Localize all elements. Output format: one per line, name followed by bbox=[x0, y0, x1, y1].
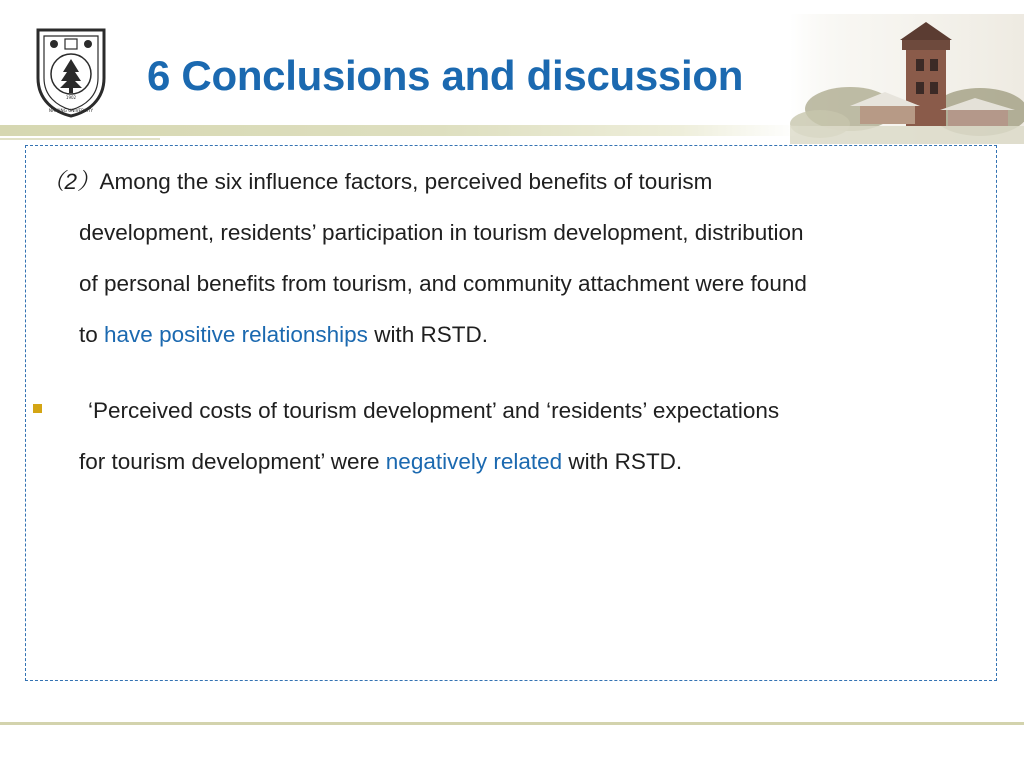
paragraph-2-text-2b: with RSTD. bbox=[562, 449, 683, 474]
paragraph-1-text-4b: with RSTD. bbox=[367, 322, 488, 347]
paragraph-1-text-4a: to bbox=[79, 322, 105, 347]
logo-year: 1902 bbox=[65, 95, 77, 100]
paragraph-2-line-1: ‘Perceived costs of tourism development’ and ‘residents’ expectations bbox=[88, 398, 780, 423]
paragraph-number: （2） bbox=[42, 169, 100, 194]
slide-title: 6 Conclusions and discussion bbox=[147, 52, 744, 99]
university-seal-icon bbox=[34, 26, 108, 118]
footer-line bbox=[0, 722, 1024, 725]
square-bullet-icon bbox=[33, 404, 42, 413]
paragraph-1-line-3: of personal benefits from tourism, and community attachment were found bbox=[79, 271, 807, 296]
paragraph-1-line-1 bbox=[42, 156, 807, 207]
paragraph-1-text-1: Among the six influence factors, perceived benefits of tourism bbox=[99, 169, 713, 194]
campus-tower-photo bbox=[790, 14, 1024, 144]
highlight-positive-relationships: have positive relationships bbox=[104, 322, 368, 347]
paragraph-1-line-4 bbox=[42, 309, 807, 360]
paragraph-2 bbox=[79, 385, 780, 487]
header-band bbox=[0, 125, 800, 136]
header-divider bbox=[0, 138, 160, 140]
paragraph-1-line-2: development, residents’ participation in tourism development, distribution bbox=[79, 220, 804, 245]
highlight-negatively-related: negatively related bbox=[385, 449, 563, 474]
paragraph-2-line-2 bbox=[79, 436, 779, 487]
paragraph-2-text-2a: for tourism development’ were bbox=[79, 449, 386, 474]
logo-text: NANJING UNIVERSITY bbox=[48, 108, 94, 113]
paragraph-1 bbox=[42, 156, 807, 360]
